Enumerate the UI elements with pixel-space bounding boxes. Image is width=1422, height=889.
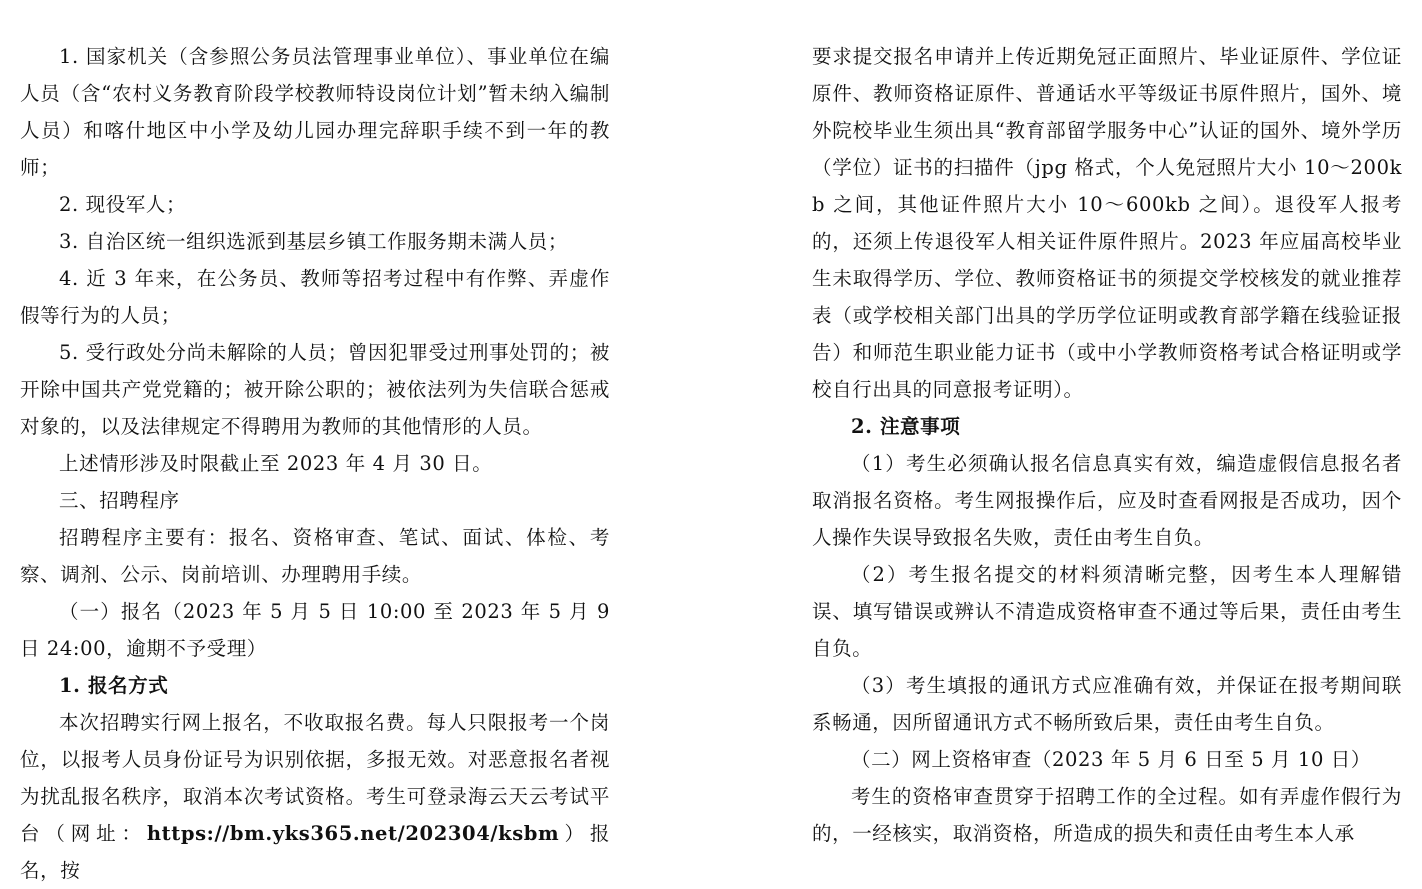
deadline-note: 上述情形涉及时限截止至 2023 年 4 月 30 日。 xyxy=(59,452,493,475)
upload-requirements-paragraph: 要求提交报名申请并上传近期免冠正面照片、毕业证原件、学位证原件、教师资格证原件、普通话水平等级证书原件照片，国外、境外院校毕业生须出具“教育部留学服务中心”认证的国外、境外学历（学位）证书的扫描件（jpg 格式，个人免冠照片大小 10～200kb 之间，其他证件照片大小 10～600kb 之间）。退役军人报考的，还须上传退役军人相关证件原件照片。2023 年应届高校毕业生未取得学历、学位、教师资格证书的须提交学校核发的就业推荐表（或学校相关部门出具的学历学位证明或教育部学籍在线验证报告）和师范生职业能力证书（或中小学教师资格考试合格证明或学校自行出具的同意报考证明）。 xyxy=(812,45,1402,401)
exclusion-item-1: 1. 国家机关（含参照公务员法管理事业单位）、事业单位在编人员（含“农村义务教育阶段学校教师特设岗位计划”暂未纳入编制人员）和喀什地区中小学及幼儿园办理完辞职手续不到一年的教师； xyxy=(20,45,610,179)
signup-method-paragraph xyxy=(20,704,610,889)
signup-url-link[interactable]: https://bm.yks365.net/202304/ksbm xyxy=(146,822,560,845)
note-item-3: （3）考生填报的通讯方式应准确有效，并保证在报考期间联系畅通，因所留通讯方式不畅所致后果，责任由考生自负。 xyxy=(812,674,1402,734)
subsection-heading-signup: （一）报名（2023 年 5 月 5 日 10:00 至 2023 年 5 月 9 日 24:00，逾期不予受理） xyxy=(20,600,610,660)
note-item-1: （1）考生必须确认报名信息真实有效，编造虚假信息报名者取消报名资格。考生网报操作后，应及时查看网报是否成功，因个人操作失误导致报名失败，责任由考生自负。 xyxy=(812,452,1402,549)
exclusion-item-3: 3. 自治区统一组织选派到基层乡镇工作服务期未满人员； xyxy=(59,230,569,253)
review-paragraph: 考生的资格审查贯穿于招聘工作的全过程。如有弄虚作假行为的，一经核实，取消资格，所造成的损失和责任由考生本人承 xyxy=(812,785,1402,845)
subheading-notes: 2. 注意事项 xyxy=(851,415,961,438)
signup-text-part-1: 本次招聘实行网上报名，不收取报名费。每人只限报考一个岗位，以报考人员身份证号为识别依据，多报无效。对恶意报名者视为扰乱报名秩序，取消本次考试资格。考生可登录海云天云考试平台（网址： xyxy=(20,711,610,845)
section-heading-recruitment-procedure: 三、招聘程序 xyxy=(59,489,180,512)
subsection-heading-online-review: （二）网上资格审查（2023 年 5 月 6 日至 5 月 10 日） xyxy=(851,748,1371,771)
exclusion-item-5: 5. 受行政处分尚未解除的人员；曾因犯罪受过刑事处罚的；被开除中国共产党党籍的；被开除公职的；被依法列为失信联合惩戒对象的，以及法律规定不得聘用为教师的其他情形的人员。 xyxy=(20,341,610,438)
exclusion-item-4: 4. 近 3 年来，在公务员、教师等招考过程中有作弊、弄虚作假等行为的人员； xyxy=(20,267,610,327)
subheading-signup-method: 1. 报名方式 xyxy=(59,674,169,697)
left-column xyxy=(20,38,610,889)
right-column xyxy=(812,38,1402,852)
note-item-2: （2）考生报名提交的材料须清晰完整，因考生本人理解错误、填写错误或辨认不清造成资格审查不通过等后果，责任由考生自负。 xyxy=(812,563,1402,660)
signup-text-part-2: ）报名，按 xyxy=(20,822,610,882)
procedure-paragraph: 招聘程序主要有：报名、资格审查、笔试、面试、体检、考察、调剂、公示、岗前培训、办理聘用手续。 xyxy=(20,526,610,586)
exclusion-item-2: 2. 现役军人； xyxy=(59,193,187,216)
